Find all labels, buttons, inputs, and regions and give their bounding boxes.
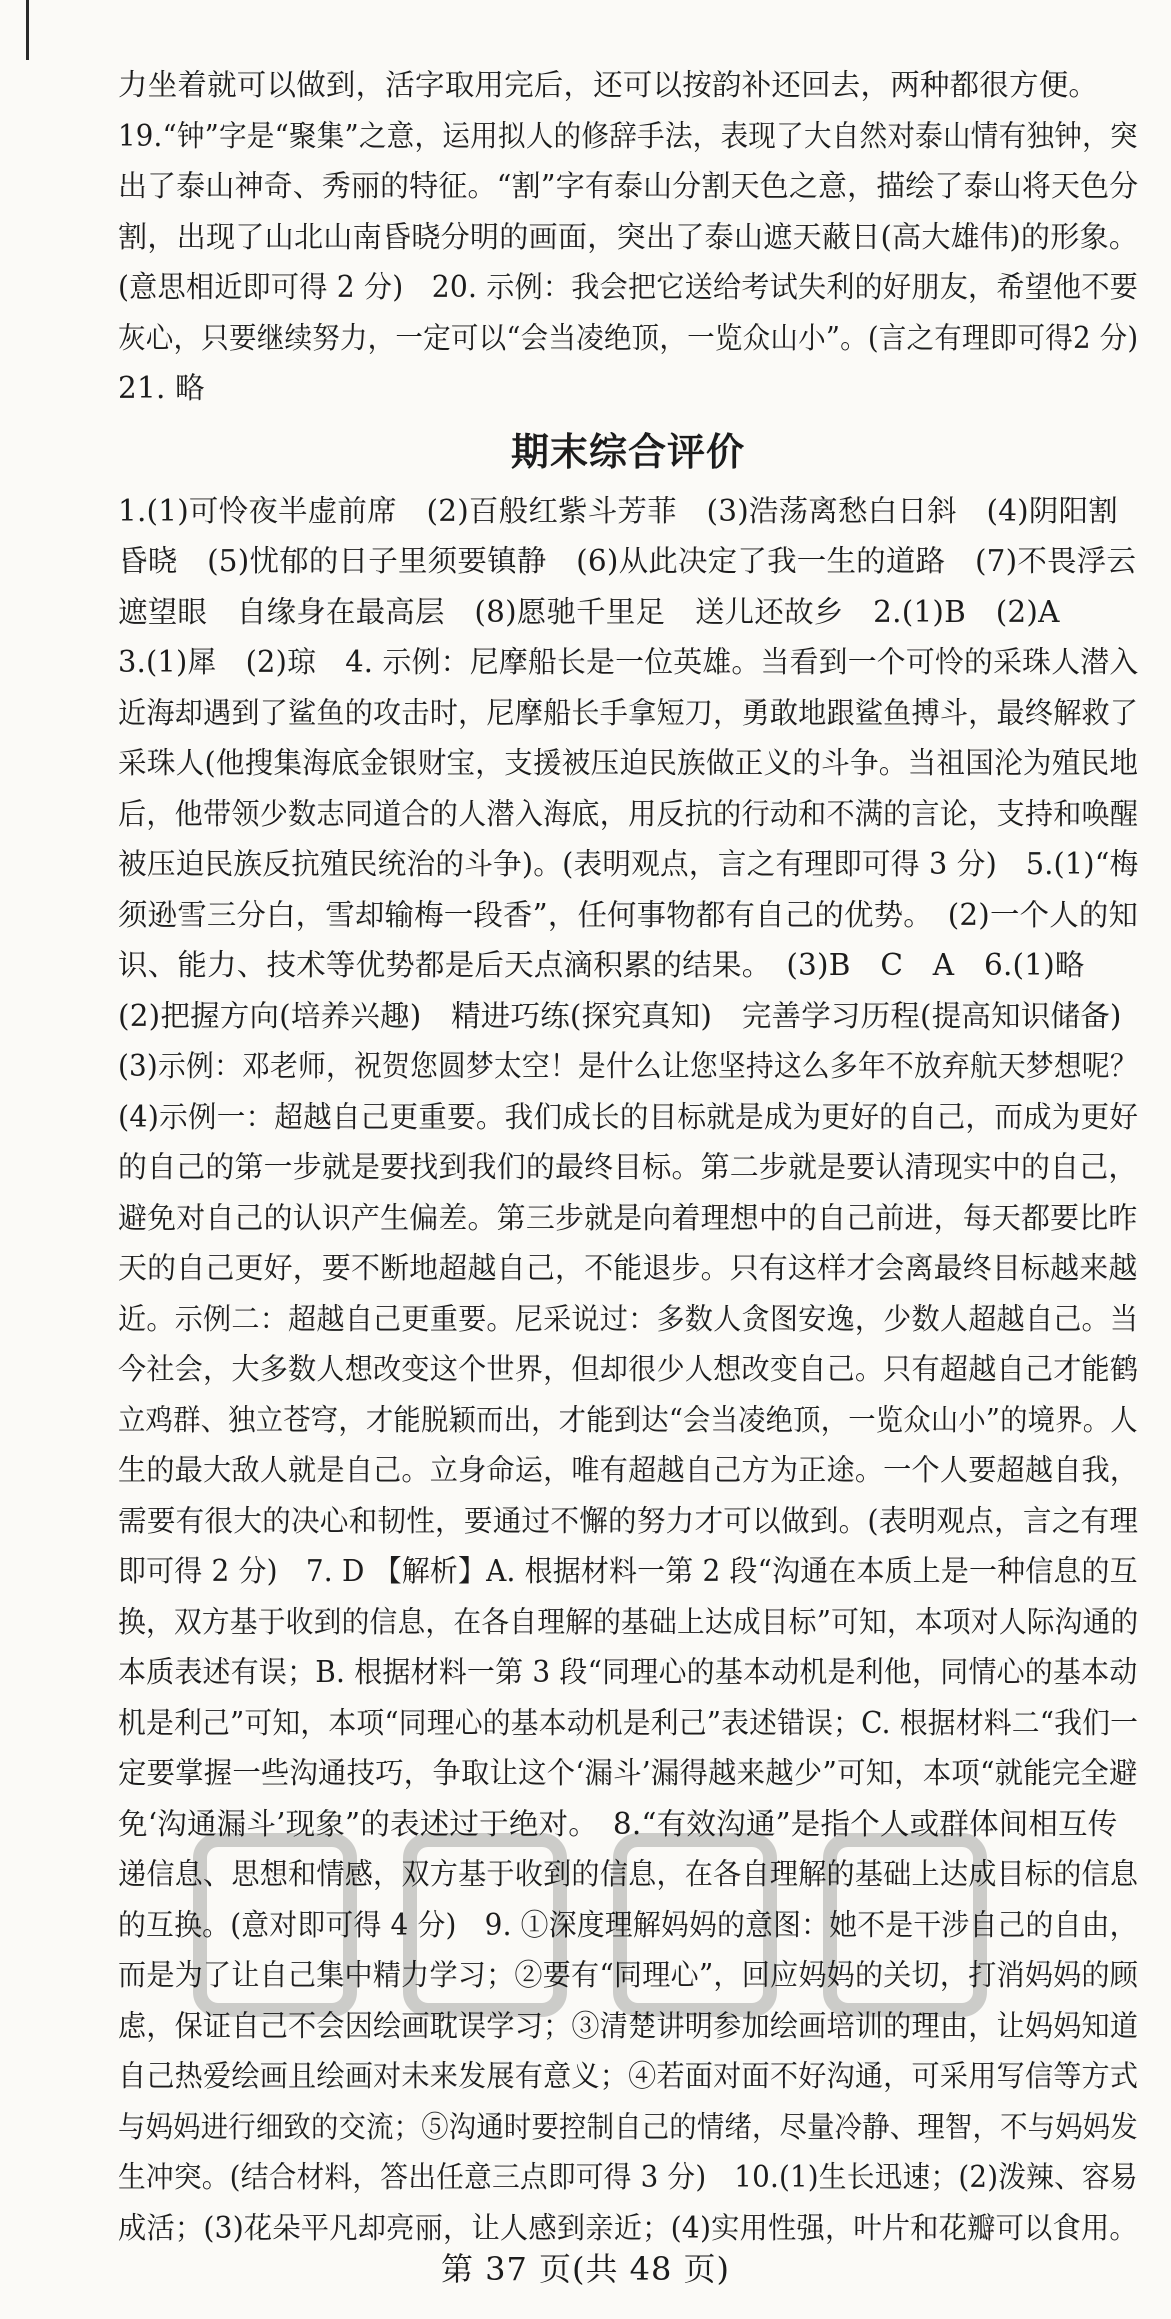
section-title: 期末综合评价 [510,428,745,474]
text-line: 今社会，大多数人想改变这个世界，但却很少人想改变自己。只有超越自己才能鹤 [118,1352,1139,1386]
answer-block-before-title [118,60,1138,414]
text-line: 成活；(3)花朵平凡却亮丽，让人感到亲近；(4)实用性强，叶片和花瓣可以食用。 [118,2210,1138,2245]
text-line: 本质表述有误；B. 根据材料一第 3 段“同理心的基本动机是利他，同情心的基本动 [118,1655,1138,1689]
text-line: 力坐着就可以做到，活字取用完后，还可以按韵补还回去，两种都很方便。 [118,68,1099,102]
text-line: 换，双方基于收到的信息，在各自理解的基础上达成目标”可知，本项对人际沟通的 [118,1604,1139,1639]
text-line: 出了泰山神奇、秀丽的特征。“割”字有泰山分割天色之意，描绘了泰山将天色分 [118,169,1139,203]
text-line: 须逊雪三分白，雪却输梅一段香”，任何事物都有自己的优势。 (2)一个人的知 [118,897,1139,932]
text-line: 近。示例二：超越自己更重要。尼采说过：多数人贪图安逸，少数人超越自己。当 [118,1301,1139,1336]
text-line: 采珠人(他搜集海底金银财宝，支援被压迫民族做正义的斗争。当祖国沦为殖民地 [118,746,1139,780]
text-line: 免‘沟通漏斗’现象”的表述过于绝对。 8.“有效沟通”是指个人或群体间相互传 [118,1806,1118,1841]
text-line: 机是利己”可知，本项“同理心的基本动机是利己”表述错误；C. 根据材料二“我们一 [118,1705,1139,1740]
text-line: 定要掌握一些沟通技巧，争取让这个‘漏斗’漏得越来越少”可知，本项“就能完全避 [118,1756,1138,1790]
text-line: 近海却遇到了鲨鱼的攻击时，尼摩船长手拿短刀，勇敢地跟鲨鱼搏斗，最终解救了 [118,695,1139,730]
answer-page [118,60,1138,2253]
text-line: 立鸡群、独立苍穹，才能脱颖而出，才能到达“会当凌绝顶，一览众山小”的境界。人 [118,1402,1138,1437]
left-margin-rule [26,0,29,60]
text-line: 昏晓 (5)忧郁的日子里须要镇静 (6)从此决定了我一生的道路 (7)不畏浮云 [118,544,1137,578]
text-line: 被压迫民族反抗殖民统治的斗争)。(表明观点，言之有理即可得 3 分) 5.(1)“梅 [118,847,1139,881]
text-line: 1.(1)可怜夜半虚前席 (2)百般红紫斗芳菲 (3)浩荡离愁白日斜 (4)阴阳割 [118,493,1118,528]
text-line: 后，他带领少数志同道合的人潜入海底，用反抗的行动和不满的言论，支持和唤醒 [118,796,1139,831]
text-line: 3.(1)犀 (2)琼 4. 示例：尼摩船长是一位英雄。当看到一个可怜的采珠人潜入 [118,645,1139,679]
text-line: 的自己的第一步就是要找到我们的最终目标。第二步就是要认清现实中的自己， [118,1150,1138,1184]
text-line: 即可得 2 分) 7. D 【解析】A. 根据材料一第 2 段“沟通在本质上是一种信息的互 [118,1554,1138,1588]
text-line: 天的自己更好，要不断地超越自己，不能退步。只有这样才会离最终目标越来越 [118,1251,1138,1285]
text-line: 的互换。(意对即可得 4 分) 9. ①深度理解妈妈的意图：她不是干涉自己的自由， [118,1907,1138,1942]
text-line: (2)把握方向(培养兴趣) 精进巧练(探究真知) 完善学习历程(提高知识储备) [118,998,1122,1033]
text-line: 生冲突。(结合材料，答出任意三点即可得 3 分) 10.(1)生长迅速；(2)泼辣、容易 [118,2160,1138,2194]
text-line: 19.“钟”字是“聚集”之意，运用拟人的修辞手法，表现了大自然对泰山情有独钟，突 [118,118,1138,153]
text-line: 21. 略 [118,371,205,405]
answer-block-after-title [118,486,1138,2254]
text-line: 遮望眼 自缘身在最高层 (8)愿驰千里足 送儿还故乡 2.(1)B (2)A [118,594,1060,629]
text-line: 递信息、思想和情感，双方基于收到的信息，在各自理解的基础上达成目标的信息 [118,1857,1139,1891]
text-line: 自己热爱绘画且绘画对未来发展有意义；④若面对面不好沟通，可采用写信等方式 [118,2059,1139,2093]
text-line: 生的最大敌人就是自己。立身命运，唯有超越自己方为正途。一个人要超越自我， [118,1453,1139,1487]
text-line: (4)示例一：超越自己更重要。我们成长的目标就是成为更好的自己，而成为更好 [118,1099,1139,1134]
text-line: 识、能力、技术等优势都是后天点滴积累的结果。 (3)B C A 6.(1)略 [118,948,1085,982]
text-line: 割，出现了山北山南昏晓分明的画面，突出了泰山遮天蔽日(高大雄伟)的形象。 [118,219,1139,254]
text-line: (3)示例：邓老师，祝贺您圆梦太空！是什么让您坚持这么多年不放弃航天梦想呢？ [118,1049,1138,1083]
text-line: 而是为了让自己集中精力学习；②要有“同理心”，回应妈妈的关切，打消妈妈的顾 [118,1958,1139,1992]
text-line: 灰心，只要继续努力，一定可以“会当凌绝顶，一览众山小”。(言之有理即可得2 分) [118,320,1139,355]
text-line: (意思相近即可得 2 分) 20. 示例：我会把它送给考试失利的好朋友，希望他不要 [118,270,1139,304]
text-line: 需要有很大的决心和韧性，要通过不懈的努力才可以做到。(表明观点，言之有理 [118,1503,1139,1538]
text-line: 避免对自己的认识产生偏差。第三步就是向着理想中的自己前进，每天都要比昨 [118,1200,1138,1235]
page-footer: 第 37 页(共 48 页) [440,2250,731,2288]
text-line: 与妈妈进行细致的交流；⑤沟通时要控制自己的情绪，尽量冷静、理智，不与妈妈发 [118,2109,1138,2144]
text-line: 虑，保证自己不会因绘画耽误学习；③清楚讲明参加绘画培训的理由，让妈妈知道 [118,2008,1139,2043]
